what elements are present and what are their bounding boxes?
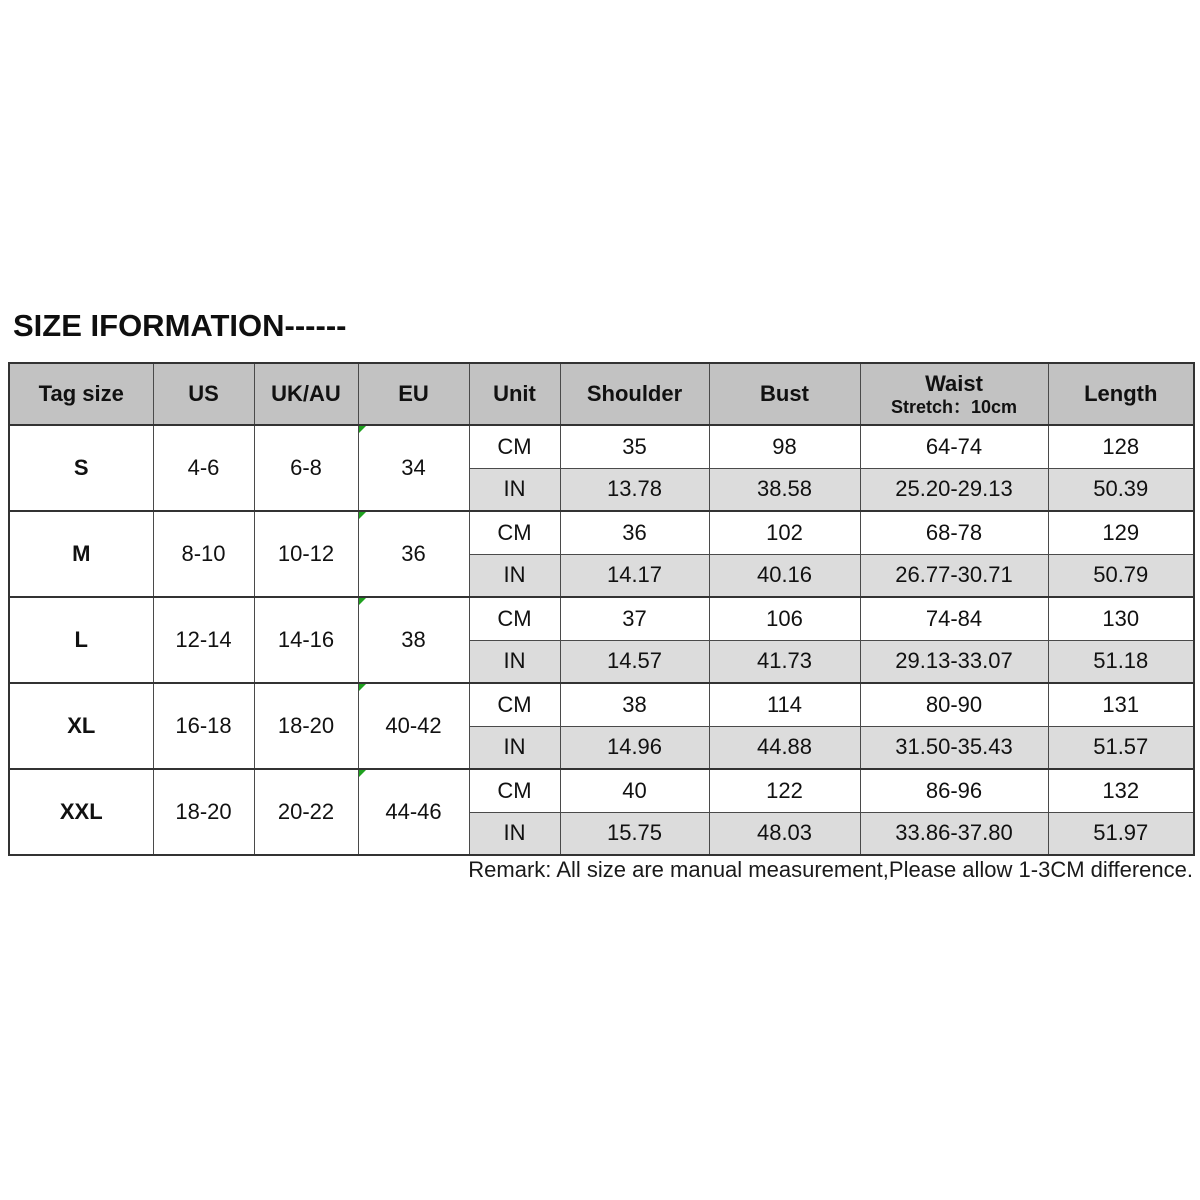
- uk-au-size-cell: 10-12: [254, 511, 358, 597]
- unit-cell: CM: [469, 511, 560, 554]
- eu-size-cell: [358, 769, 469, 855]
- header-cell-eu: EU: [358, 363, 469, 425]
- header-cell-us: US: [153, 363, 254, 425]
- tag-size-cell: XXL: [9, 769, 153, 855]
- tag-size-cell: M: [9, 511, 153, 597]
- length-value-cell: 132: [1048, 769, 1194, 812]
- header-cell-shoulder: Shoulder: [560, 363, 709, 425]
- eu-size-cell: [358, 425, 469, 511]
- waist-value-cell: 68-78: [860, 511, 1048, 554]
- waist-value-cell: 31.50-35.43: [860, 726, 1048, 769]
- waist-stretch-note: Stretch：10cm: [890, 396, 1018, 417]
- unit-cell: CM: [469, 683, 560, 726]
- length-value-cell: 51.97: [1048, 812, 1194, 855]
- unit-cell: CM: [469, 597, 560, 640]
- waist-value-cell: 86-96: [860, 769, 1048, 812]
- remark-text: Remark: All size are manual measurement,Please allow 1-3CM difference.: [468, 857, 1193, 882]
- green-corner-marker-icon: [359, 512, 366, 519]
- header-cell-uk-au: UK/AU: [254, 363, 358, 425]
- header-cell-bust: Bust: [709, 363, 860, 425]
- eu-size-value: 38: [401, 627, 426, 652]
- shoulder-value-cell: 14.17: [560, 554, 709, 597]
- waist-value-cell: 64-74: [860, 425, 1048, 468]
- waist-value-cell: 29.13-33.07: [860, 640, 1048, 683]
- length-value-cell: 50.39: [1048, 468, 1194, 511]
- us-size-cell: 4-6: [153, 425, 254, 511]
- table-body: [9, 425, 1194, 855]
- shoulder-value-cell: 14.57: [560, 640, 709, 683]
- page-title: SIZE IFORMATION------: [13, 308, 347, 343]
- green-corner-marker-icon: [359, 426, 366, 433]
- unit-cell: CM: [469, 769, 560, 812]
- bust-value-cell: 106: [709, 597, 860, 640]
- eu-size-cell: [358, 511, 469, 597]
- uk-au-size-cell: 20-22: [254, 769, 358, 855]
- length-value-cell: 130: [1048, 597, 1194, 640]
- uk-au-size-cell: 18-20: [254, 683, 358, 769]
- table-header: [9, 363, 1194, 425]
- header-cell-unit: Unit: [469, 363, 560, 425]
- length-value-cell: 128: [1048, 425, 1194, 468]
- us-size-cell: 12-14: [153, 597, 254, 683]
- unit-cell: IN: [469, 640, 560, 683]
- header-cell-length: Length: [1048, 363, 1194, 425]
- table-row-l-cm: [9, 597, 1194, 640]
- eu-size-value: 36: [401, 541, 426, 566]
- waist-header-label: Waist: [925, 370, 983, 396]
- eu-size-value: 44-46: [385, 799, 442, 824]
- tag-size-cell: L: [9, 597, 153, 683]
- bust-value-cell: 122: [709, 769, 860, 812]
- shoulder-value-cell: 40: [560, 769, 709, 812]
- eu-size-cell: [358, 683, 469, 769]
- waist-value-cell: 26.77-30.71: [860, 554, 1048, 597]
- unit-cell: IN: [469, 554, 560, 597]
- bust-value-cell: 40.16: [709, 554, 860, 597]
- tag-size-cell: S: [9, 425, 153, 511]
- unit-cell: IN: [469, 726, 560, 769]
- us-size-cell: 16-18: [153, 683, 254, 769]
- unit-cell: IN: [469, 468, 560, 511]
- bust-value-cell: 41.73: [709, 640, 860, 683]
- table-row-xl-cm: [9, 683, 1194, 726]
- bust-value-cell: 44.88: [709, 726, 860, 769]
- table-row-s-cm: [9, 425, 1194, 468]
- us-size-cell: 8-10: [153, 511, 254, 597]
- shoulder-value-cell: 38: [560, 683, 709, 726]
- unit-cell: CM: [469, 425, 560, 468]
- uk-au-size-cell: 6-8: [254, 425, 358, 511]
- table-row-xxl-cm: [9, 769, 1194, 812]
- length-value-cell: 131: [1048, 683, 1194, 726]
- unit-cell: IN: [469, 812, 560, 855]
- waist-value-cell: 25.20-29.13: [860, 468, 1048, 511]
- bust-value-cell: 48.03: [709, 812, 860, 855]
- header-cell-tag-size: Tag size: [9, 363, 153, 425]
- length-value-cell: 51.57: [1048, 726, 1194, 769]
- tag-size-cell: XL: [9, 683, 153, 769]
- eu-size-value: 34: [401, 455, 426, 480]
- eu-size-cell: [358, 597, 469, 683]
- size-table: [8, 362, 1195, 856]
- shoulder-value-cell: 35: [560, 425, 709, 468]
- bust-value-cell: 98: [709, 425, 860, 468]
- green-corner-marker-icon: [359, 684, 366, 691]
- header-cell-waist: [860, 363, 1048, 425]
- green-corner-marker-icon: [359, 770, 366, 777]
- shoulder-value-cell: 13.78: [560, 468, 709, 511]
- length-value-cell: 50.79: [1048, 554, 1194, 597]
- uk-au-size-cell: 14-16: [254, 597, 358, 683]
- bust-value-cell: 38.58: [709, 468, 860, 511]
- shoulder-value-cell: 36: [560, 511, 709, 554]
- us-size-cell: 18-20: [153, 769, 254, 855]
- table-row-m-cm: [9, 511, 1194, 554]
- bust-value-cell: 102: [709, 511, 860, 554]
- length-value-cell: 51.18: [1048, 640, 1194, 683]
- green-corner-marker-icon: [359, 598, 366, 605]
- eu-size-value: 40-42: [385, 713, 442, 738]
- shoulder-value-cell: 37: [560, 597, 709, 640]
- shoulder-value-cell: 14.96: [560, 726, 709, 769]
- length-value-cell: 129: [1048, 511, 1194, 554]
- waist-value-cell: 33.86-37.80: [860, 812, 1048, 855]
- bust-value-cell: 114: [709, 683, 860, 726]
- header-row: [9, 363, 1194, 425]
- shoulder-value-cell: 15.75: [560, 812, 709, 855]
- waist-value-cell: 74-84: [860, 597, 1048, 640]
- waist-value-cell: 80-90: [860, 683, 1048, 726]
